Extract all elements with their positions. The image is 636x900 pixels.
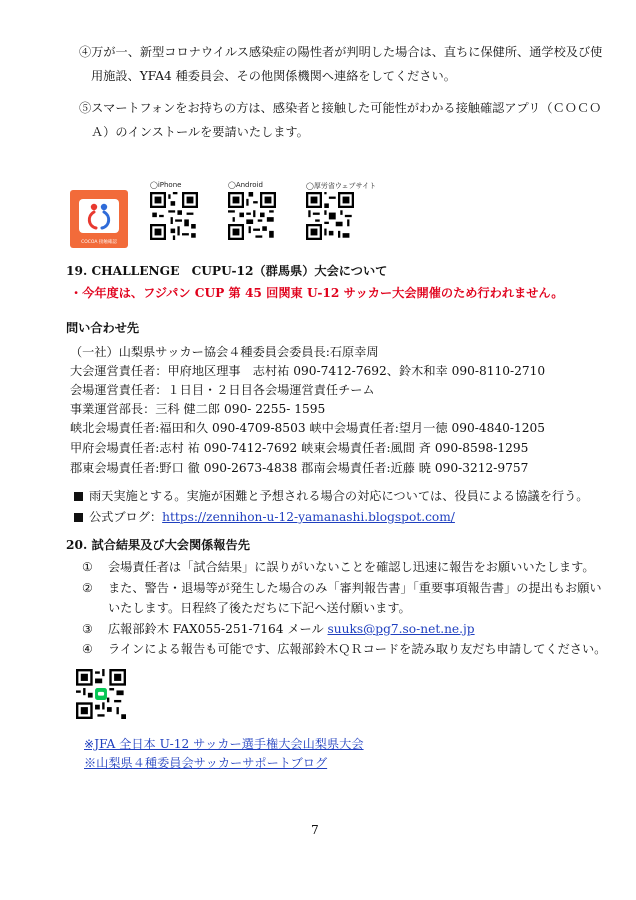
section20-heading: 20. 試合結果及び大会関係報告先 <box>66 538 250 552</box>
contact-line: 甲府会場責任者:志村 祐 090-7412-7692 峡東会場責任者:風間 斉 090-8598-1295 <box>70 441 529 455</box>
qr-code-iphone-icon[interactable] <box>150 192 198 240</box>
qr-iphone-label: ◯iPhone <box>150 181 182 189</box>
email-link[interactable]: suuks@pg7.so-net.ne.jp <box>327 622 475 636</box>
qr-code-line-icon[interactable] <box>76 669 126 719</box>
contact-line: 会場運営責任者：１日目・２日目各会場運営責任チーム <box>70 383 375 397</box>
qr-code-android-icon[interactable] <box>228 192 276 240</box>
cocoa-app-icon <box>70 190 128 248</box>
report-item-text: また、警告・退場等が発生した場合のみ「審判報告書」「重要事項報告書」の提出もお願い <box>108 581 602 595</box>
report-item-num: ④ <box>82 642 93 656</box>
rain-note-text: 雨天実施とする。実施が困難と予想される場合の対応については、役員による協議を行う。 <box>89 489 589 503</box>
cocoa-app-label: COCOA 接触確認 <box>81 240 117 245</box>
contact-line: 事業運営部長：三科 健二郎 090- 2255- 1595 <box>70 402 326 416</box>
contact-line: 大会運営責任者：甲府地区理事 志村祐 090-7412-7692、鈴木和幸 090-8110-2710 <box>70 364 546 378</box>
contact-line: （一社）山梨県サッカー協会４種委員会委員長:石原幸周 <box>70 345 379 359</box>
section19-notice: ・今年度は、フジパン CUP 第 45 回関東 U-12 サッカー大会開催のため行われません。 <box>70 286 564 300</box>
report-item-text: ラインによる報告も可能です、広報部鈴木ＱＲコードを読み取り友だち申請してください。 <box>108 642 607 656</box>
page-number: 7 <box>311 823 319 837</box>
blog-link[interactable]: https://zennihon-u-12-yamanashi.blogspot.com/ <box>162 510 455 524</box>
contact-line: 郡東会場責任者:野口 徹 090-2673-4838 郡南会場責任者:近藤 暁 090-3212-9757 <box>70 461 529 475</box>
report-item-text: 会場責任者は「試合結果」に誤りがいないことを確認し迅速に報告をお願いいたします。 <box>108 560 595 574</box>
report-item-text: いたします。日程終了後ただちに下記へ送付願います。 <box>108 601 411 615</box>
qr-code-mhlw-icon[interactable] <box>306 192 354 240</box>
blog-row <box>74 509 455 525</box>
support-blog-link[interactable]: ※山梨県４種委員会サッカーサポートブログ <box>84 756 328 770</box>
report-item-num: ① <box>82 560 93 574</box>
rain-note <box>74 488 588 504</box>
report-item-num: ② <box>82 581 93 595</box>
section19-heading: 19. CHALLENGE CUPU-12（群馬県）大会について <box>66 264 388 278</box>
square-bullet-icon <box>74 492 83 501</box>
qr-android-label: ◯Android <box>228 181 263 189</box>
contact-heading: 問い合わせ先 <box>66 321 140 335</box>
item5-line2: Ａ）のインストールを要請いたします。 <box>91 125 309 139</box>
report-item-text: 広報部鈴木 FAX055-251-7164 メール <box>108 622 328 636</box>
item4-line1: ④万が一、新型コロナウイルス感染症の陽性者が判明した場合は、直ちに保健所、通学校及び使 <box>79 45 603 59</box>
qr-mhlw-label: ◯厚労省ウェブサイト <box>306 182 377 190</box>
contact-line: 峡北会場責任者:福田和久 090-4709-8503 峡中会場責任者:望月一徳 090-4840-1205 <box>70 421 546 435</box>
report-item-num: ③ <box>82 622 93 636</box>
square-bullet-icon <box>74 513 83 522</box>
item5-line1: ⑤スマートフォンをお持ちの方は、感染者と接触した可能性がわかる接触確認アプリ（ＣＯＣＯ <box>79 101 602 115</box>
jfa-tournament-link[interactable]: ※JFA 全日本 U-12 サッカー選手権大会山梨県大会 <box>84 737 364 751</box>
report-item-fax <box>108 621 475 637</box>
blog-label: 公式ブログ： <box>89 510 163 524</box>
item4-line2: 用施設、YFA4 種委員会、その他関係機関へ連絡をしてください。 <box>91 69 456 83</box>
